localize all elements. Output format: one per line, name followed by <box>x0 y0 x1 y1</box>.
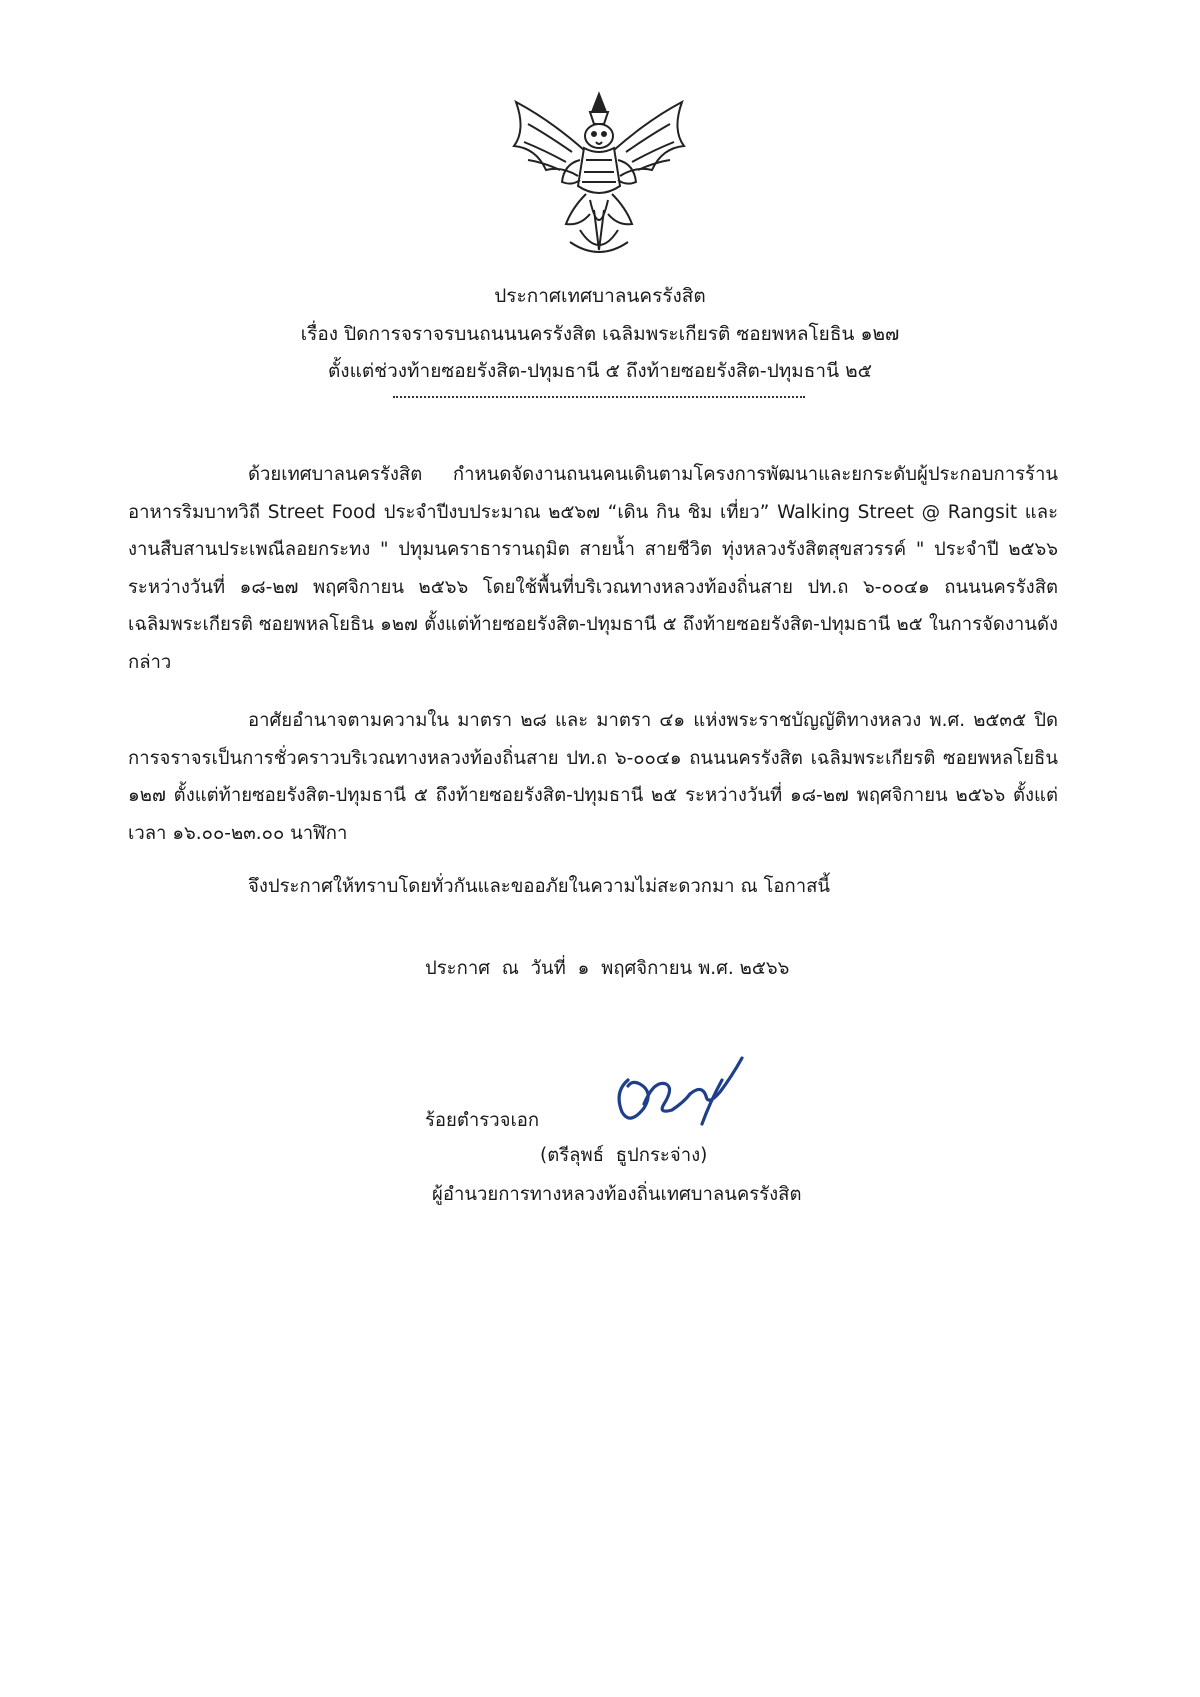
garuda-emblem-icon <box>506 90 692 262</box>
announcement-title: ประกาศเทศบาลนครรังสิต <box>494 285 706 307</box>
handwritten-signature <box>610 1040 750 1130</box>
signatory-rank: ร้อยตำรวจเอก <box>425 1110 540 1131</box>
date-line: ประกาศ ณ วันที่ ๑ พฤศจิกายน พ.ศ. ๒๕๖๖ <box>425 958 790 979</box>
dotted-divider <box>393 396 805 402</box>
body-paragraph-1: ด้วยเทศบาลนครรังสิต กำหนดจัดงานถนนคนเดินตามโครงการพัฒนาและยกระดับผู้ประกอบการร้านอาหารริมบาทวิถี Street Food ประจำปีงบประมาณ ๒๕๖๗ “เดิน กิน ชิม เที่ยว” Walking Street @ Rangsit และงานสืบสานประเพณีลอยกระทง " ปทุมนคราธารานฤมิต สายน้ำ สายชีวิต ทุ่งหลวงรังสิตสุขสวรรค์ " ประจำปี ๒๕๖๖ ระหว่างวันที่ ๑๘-๒๗ พฤศจิกายน ๒๕๖๖ โดยใช้พื้นที่บริเวณทางหลวงท้องถิ่นสาย ปท.ถ ๖-๐๐๔๑ ถนนนครรังสิต เฉลิมพระเกียรติ ซอยพหลโยธิน ๑๒๗ ตั้งแต่ท้ายซอยรังสิต-ปทุมธานี ๕ ถึงท้ายซอยรังสิต-ปทุมธานี ๒๕ ในการจัดงานดังกล่าว <box>128 464 1058 673</box>
announcement-subject: เรื่อง ปิดการจราจรบนถนนนครรังสิต เฉลิมพระเกียรติ ซอยพหลโยธิน ๑๒๗ <box>300 323 900 345</box>
body-paragraph-3: จึงประกาศให้ทราบโดยทั่วกันและขออภัยในความไม่สะดวกมา ณ โอกาสนี้ <box>248 876 831 897</box>
announcement-subject-continued: ตั้งแต่ช่วงท้ายซอยรังสิต-ปทุมธานี ๕ ถึงท้ายซอยรังสิต-ปทุมธานี ๒๕ <box>327 360 873 382</box>
body-paragraph-2: อาศัยอำนาจตามความใน มาตรา ๒๘ และ มาตรา ๔๑ แห่งพระราชบัญญัติทางหลวง พ.ศ. ๒๕๓๕ ปิดการจราจรเป็นการชั่วคราวบริเวณทางหลวงท้องถิ่นสาย ปท.ถ ๖-๐๐๔๑ ถนนนครรังสิต เฉลิมพระเกียรติ ซอยพหลโยธิน ๑๒๗ ตั้งแต่ท้ายซอยรังสิต-ปทุมธานี ๕ ถึงท้ายซอยรังสิต-ปทุมธานี ๒๕ ระหว่างวันที่ ๑๘-๒๗ พฤศจิกายน ๒๕๖๖ ตั้งแต่เวลา ๑๖.๐๐-๒๓.๐๐ นาฬิกา <box>128 710 1058 844</box>
signatory-position: ผู้อำนวยการทางหลวงท้องถิ่นเทศบาลนครรังสิต <box>432 1184 802 1205</box>
signatory-name: (ตรีลุพธ์ ธูปกระจ่าง) <box>540 1145 708 1166</box>
